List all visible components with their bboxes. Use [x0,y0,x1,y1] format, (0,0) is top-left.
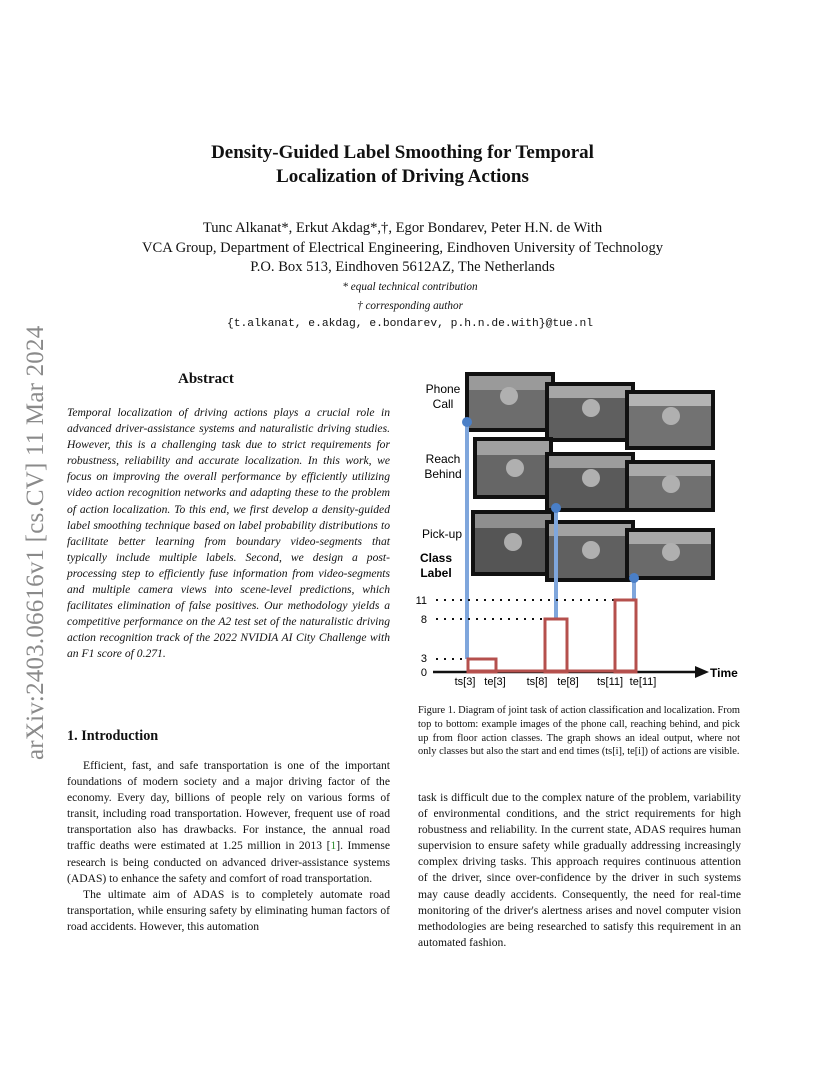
author-emails: {t.alkanat, e.akdag, e.bondarev, p.h.n.de.with}@tue.nl [226,318,594,330]
intro-p1-text-end: ]. Immense research is being conducted on advanced driver-assistance systems (ADAS) to enhance the safety and comfort of road transportation. [67,839,391,885]
x-axis-label: Time [710,666,738,680]
y-tick-11: 11 [415,595,427,607]
label-reach-behind-2: Behind [424,467,462,481]
x-tick-ts3: ts[3] [454,676,476,688]
label-reach-behind-1: Reach [425,452,461,466]
x-axis-arrow [695,666,709,678]
intro-p1-text: Efficient, fast, and safe transportation is one of the important foundations of modern society and a major driving factor of the economy. Every day, billions of people rely on various forms of transit, including road transportation. However, frequent use of road transportation also has drawbacks. For instance, the annual road traffic deaths were estimated at 1.25 million in 2013 [ [67,759,390,853]
intro-paragraph-1 [67,758,390,887]
interval-box-class-8 [545,619,567,672]
x-tick-ts11: ts[11] [596,676,624,688]
intro-right-column [418,790,741,951]
reach-behind-connector-dot [551,503,561,513]
label-phone-call-1: Phone [425,382,461,396]
label-phone-call-2: Call [432,397,454,411]
y-tick-3: 3 [420,653,427,665]
address: P.O. Box 513, Eindhoven 5612AZ, The Netherlands [250,259,555,275]
title-line-2: Localization of Driving Actions [276,166,529,187]
y-axis-label-2: Label [420,566,452,580]
figure-1-caption: Figure 1. Diagram of joint task of action classification and localization. From top to bottom: example images of the phone call, reaching behind, and pick up from floor action classes. The graph shows an ideal output, where not only classes but also the start and end times (ts[i], te[i]) of actions are visible. [418,705,740,758]
phone-call-connector-dot [462,417,472,427]
y-tick-0: 0 [420,667,427,679]
interval-box-class-11 [615,600,636,672]
paper-title [150,141,655,189]
x-tick-te3: te[3] [484,676,506,688]
intro-left-column [67,758,390,935]
label-pick-up: Pick-up [421,527,463,541]
citation-link[interactable]: 1 [330,839,337,853]
figure-1-diagram [405,372,745,692]
intro-paragraph-3: task is difficult due to the complex nature of the problem, variability of environmental conditions, and the strict requirements for high robustness and reliability. In the current state, ADAS requires human supervision to ensure safety while gradually addressing increasingly complex driving tasks. This approach requires continuous attention of the driver, since over-confidence by the driver in such systems may cause deadly accidents. Consequently, the need for real-time monitoring of the driver's alertness arises and novel computer vision methodologies are being researched to satisfy this requirement in an automated fashion. [418,791,741,949]
x-tick-ts8: ts[8] [526,676,548,688]
y-axis-label-1: Class [419,551,453,565]
author-list: Tunc Alkanat*, Erkut Akdag*,†, Egor Bondarev, Peter H.N. de With [202,220,603,236]
equal-contribution-note: * equal technical contribution [342,281,478,293]
intro-paragraph-2: The ultimate aim of ADAS is to completely automate road transportation, while ensuring safety by eliminating human factors of road accidents. However, this automation [67,887,390,933]
interval-boxes [468,600,636,672]
title-line-1: Density-Guided Label Smoothing for Temporal [211,142,594,163]
abstract-body: Temporal localization of driving actions plays a crucial role in advanced driver-assistance systems and naturalistic driving studies. However, this is a challenging task due to strict requirements for robustness, reliability and accurate localization. In this work, we focus on improving the overall performance by efficiently utilizing video action recognition networks and adapting these to the problem of action localization. To this end, we first develop a density-guided label smoothing technique based on label probability distributions to facilitate better learning from boundary video-segments that typically include multiple labels. Second, we design a post-processing step to efficiently fuse information from video-segments and multiple camera views into scene-level predictions, which facilitates elimination of false positives. Our methodology yields a competitive performance on the A2 test set of the naturalistic driving action recognition track of the 2022 NVIDIA AI City Challenge with an F1 score of 0.271. [67,406,390,661]
x-tick-te8: te[8] [557,676,579,688]
abstract-heading: Abstract [178,371,234,387]
figure-1 [405,372,745,697]
pick-up-connector-dot [629,573,639,583]
introduction-heading: 1. Introduction [67,728,159,744]
y-tick-8: 8 [420,614,427,626]
pick-up-images [471,510,715,582]
x-tick-te11: te[11] [629,676,657,688]
arxiv-sidebar-id: arXiv:2403.06616v1 [cs.CV] 11 Mar 2024 [22,325,49,760]
affiliation: VCA Group, Department of Electrical Engineering, Eindhoven University of Technology [141,240,664,256]
corresponding-author-note: † corresponding author [357,300,463,312]
